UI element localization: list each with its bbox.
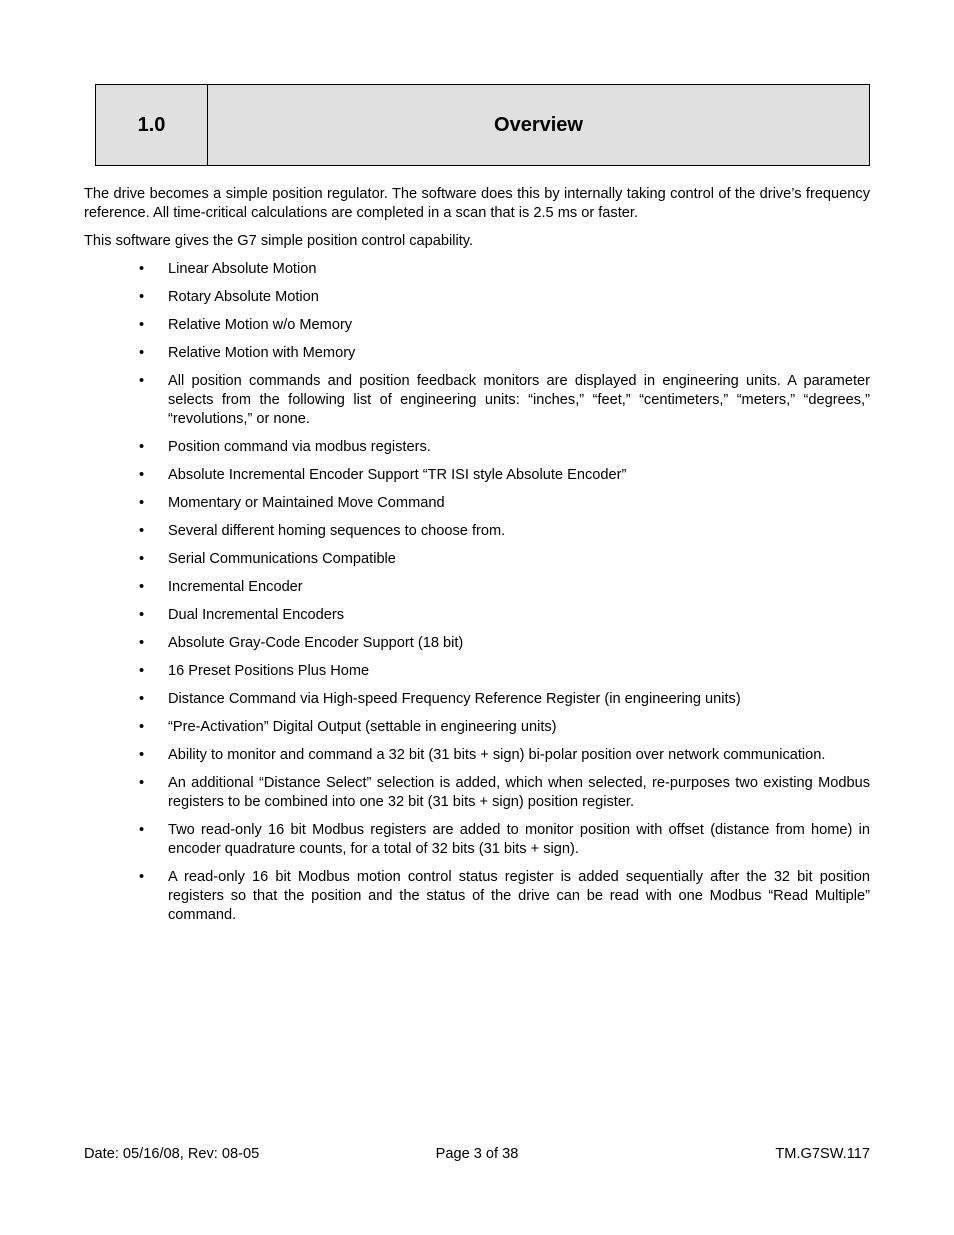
bullet-icon: • xyxy=(139,607,145,623)
section-title: Overview xyxy=(494,113,583,136)
bullet-icon: • xyxy=(139,775,145,791)
feature-list-item xyxy=(84,288,870,307)
feature-list-item xyxy=(84,662,870,681)
feature-text: Two read-only 16 bit Modbus registers are added to monitor position with offset (distance from home) in encoder quadrature counts, for a total of 32 bits (31 bits + sign). xyxy=(168,822,870,857)
section-number: 1.0 xyxy=(96,85,208,165)
feature-list-item xyxy=(84,606,870,625)
bullet-icon: • xyxy=(139,691,145,707)
feature-text: An additional “Distance Select” selection is added, which when selected, re-purposes two existing Modbus registers to be combined into one 32 bit (31 bits + sign) position register. xyxy=(168,775,870,810)
feature-list-item xyxy=(84,260,870,279)
feature-text: Relative Motion w/o Memory xyxy=(168,317,353,333)
footer-date-rev: Date: 05/16/08, Rev: 08-05 xyxy=(84,1146,260,1162)
bullet-icon: • xyxy=(139,635,145,651)
feature-text: Distance Command via High-speed Frequency Reference Register (in engineering units) xyxy=(168,691,741,707)
bullet-icon: • xyxy=(139,579,145,595)
feature-list-item xyxy=(84,718,870,737)
bullet-icon: • xyxy=(139,467,145,483)
feature-list-item xyxy=(84,578,870,597)
feature-list xyxy=(84,260,870,925)
feature-text: Several different homing sequences to choose from. xyxy=(168,523,506,539)
feature-text: Absolute Incremental Encoder Support “TR ISI style Absolute Encoder” xyxy=(168,467,627,483)
feature-text: Momentary or Maintained Move Command xyxy=(168,495,445,511)
bullet-icon: • xyxy=(139,373,145,389)
feature-text: Linear Absolute Motion xyxy=(168,261,317,277)
feature-text: A read-only 16 bit Modbus motion control status register is added sequentially after the 32 bit position registers so that the position and the status of the drive can be read with one Modbus “Read Multiple” command. xyxy=(168,869,870,923)
feature-text: Incremental Encoder xyxy=(168,579,303,595)
bullet-icon: • xyxy=(139,289,145,305)
feature-text: Rotary Absolute Motion xyxy=(168,289,319,305)
feature-list-item xyxy=(84,316,870,335)
feature-text: “Pre-Activation” Digital Output (settable in engineering units) xyxy=(168,719,557,735)
feature-list-item xyxy=(84,466,870,485)
feature-list-item xyxy=(84,550,870,569)
feature-list-item xyxy=(84,634,870,653)
feature-list-item xyxy=(84,868,870,925)
feature-text: All position commands and position feedback monitors are displayed in engineering units. A parameter selects from the following list of engineering units: “inches,” “feet,” “centimeters,” “meters,” “degrees,” “revolutions,” or none. xyxy=(168,373,870,427)
bullet-icon: • xyxy=(139,551,145,567)
feature-text: Position command via modbus registers. xyxy=(168,439,431,455)
feature-list-item xyxy=(84,690,870,709)
footer-doc-id: TM.G7SW.117 xyxy=(775,1146,870,1162)
bullet-icon: • xyxy=(139,719,145,735)
feature-text: Serial Communications Compatible xyxy=(168,551,396,567)
feature-list-item xyxy=(84,438,870,457)
feature-list-item xyxy=(84,344,870,363)
feature-text: Ability to monitor and command a 32 bit (31 bits + sign) bi-polar position over network communication. xyxy=(168,747,826,763)
body-content xyxy=(84,185,870,934)
bullet-icon: • xyxy=(139,495,145,511)
bullet-icon: • xyxy=(139,439,145,455)
bullet-icon: • xyxy=(139,747,145,763)
footer-page-number: Page 3 of 38 xyxy=(435,1146,519,1162)
feature-text: Dual Incremental Encoders xyxy=(168,607,345,623)
intro-paragraph: The drive becomes a simple position regulator. The software does this by internally taking control of the drive’s frequency reference. All time-critical calculations are completed in a scan that is 2.5 ms or faster. xyxy=(84,186,870,221)
bullet-icon: • xyxy=(139,317,145,333)
feature-list-item xyxy=(84,372,870,429)
bullet-icon: • xyxy=(139,822,145,838)
feature-list-item xyxy=(84,494,870,513)
feature-list-item xyxy=(84,821,870,859)
feature-list-item xyxy=(84,746,870,765)
section-header xyxy=(95,84,870,166)
bullet-icon: • xyxy=(139,345,145,361)
bullet-icon: • xyxy=(139,869,145,885)
bullet-icon: • xyxy=(139,523,145,539)
feature-list-item xyxy=(84,774,870,812)
bullet-icon: • xyxy=(139,663,145,679)
page-footer xyxy=(84,1146,870,1162)
feature-text: 16 Preset Positions Plus Home xyxy=(168,663,370,679)
feature-text: Absolute Gray-Code Encoder Support (18 bit) xyxy=(168,635,464,651)
feature-list-item xyxy=(84,522,870,541)
bullet-icon: • xyxy=(139,261,145,277)
feature-text: Relative Motion with Memory xyxy=(168,345,356,361)
capability-paragraph: This software gives the G7 simple position control capability. xyxy=(84,233,474,249)
